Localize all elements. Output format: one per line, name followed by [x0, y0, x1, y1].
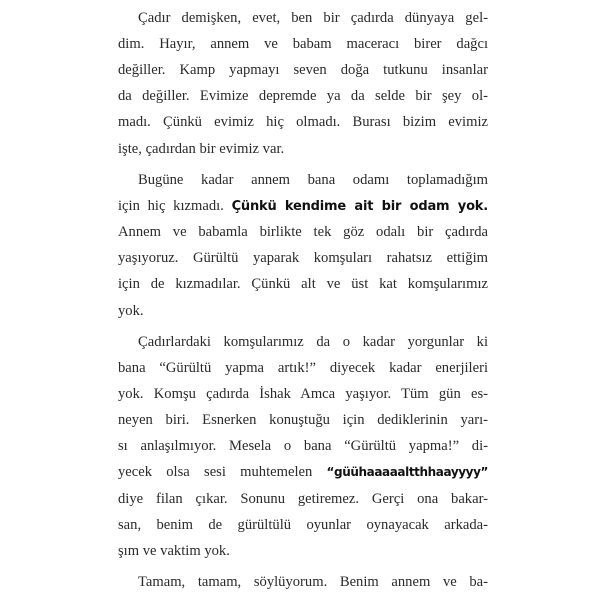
text-line: san, benim de gürültülü oyunlar oynayacak arkada-	[118, 517, 488, 533]
text-line: değiller. Kamp yapmayı seven doğa tutkunu insanlar	[118, 62, 488, 78]
text-segment: için hiç kızmadı.	[118, 198, 224, 214]
text-line-mixed	[118, 462, 488, 482]
text-line: Çadır demişken, evet, ben bir çadırda dünyaya gel-	[138, 10, 488, 26]
text-line: diye filan çıkar. Sonunu getiremez. Gerçi ona bakar-	[118, 491, 488, 507]
text-line: dim. Hayır, annem ve babam maceracı birer dağcı	[118, 36, 488, 52]
text-line: işte, çadırdan bir evimiz var.	[118, 141, 285, 157]
handwritten-emphasis: Çünkü kendime ait bir odam yok.	[231, 199, 488, 214]
text-line: Tamam, tamam, söylüyorum. Benim annem ve ba-	[138, 574, 488, 590]
text-line: neyen biri. Esnerken konuştuğu için dediklerinin yarı-	[118, 412, 488, 428]
text-line: Bugüne kadar annem bana odamı toplamadığım	[138, 172, 488, 188]
text-line: Çadırlardaki komşularımız da o kadar yorgunlar ki	[138, 334, 488, 350]
text-line: Annem ve babamla birlikte tek göz odalı bir çadırda	[118, 224, 488, 240]
text-line-mixed	[118, 196, 488, 216]
text-line: da değiller. Evimize depremde ya da selde bir şey ol-	[118, 88, 488, 104]
handwritten-emphasis: “güühaaaaaltthhaayyyy”	[326, 465, 488, 479]
text-line: yok.	[118, 303, 144, 319]
text-line: yaşıyoruz. Gürültü yaparak komşuları rahatsız ettiğim	[118, 250, 488, 266]
text-line: yok. Komşu çadırda İshak Amca yaşıyor. Tüm gün es-	[118, 386, 488, 402]
text-line: için de kızmadılar. Çünkü alt ve üst kat komşularımız	[118, 276, 488, 292]
text-line: madı. Çünkü evimiz hiç olmadı. Burası bizim evimiz	[118, 114, 488, 130]
text-line: bana “Gürültü yapma artık!” diyecek kadar enerjileri	[118, 360, 488, 376]
text-segment: yecek olsa sesi muhtemelen	[118, 464, 313, 480]
text-line: şım ve vaktim yok.	[118, 543, 230, 559]
book-page	[118, 0, 488, 600]
text-line: sı anlaşılmıyor. Mesela o bana “Gürültü yapma!” di-	[118, 438, 488, 454]
